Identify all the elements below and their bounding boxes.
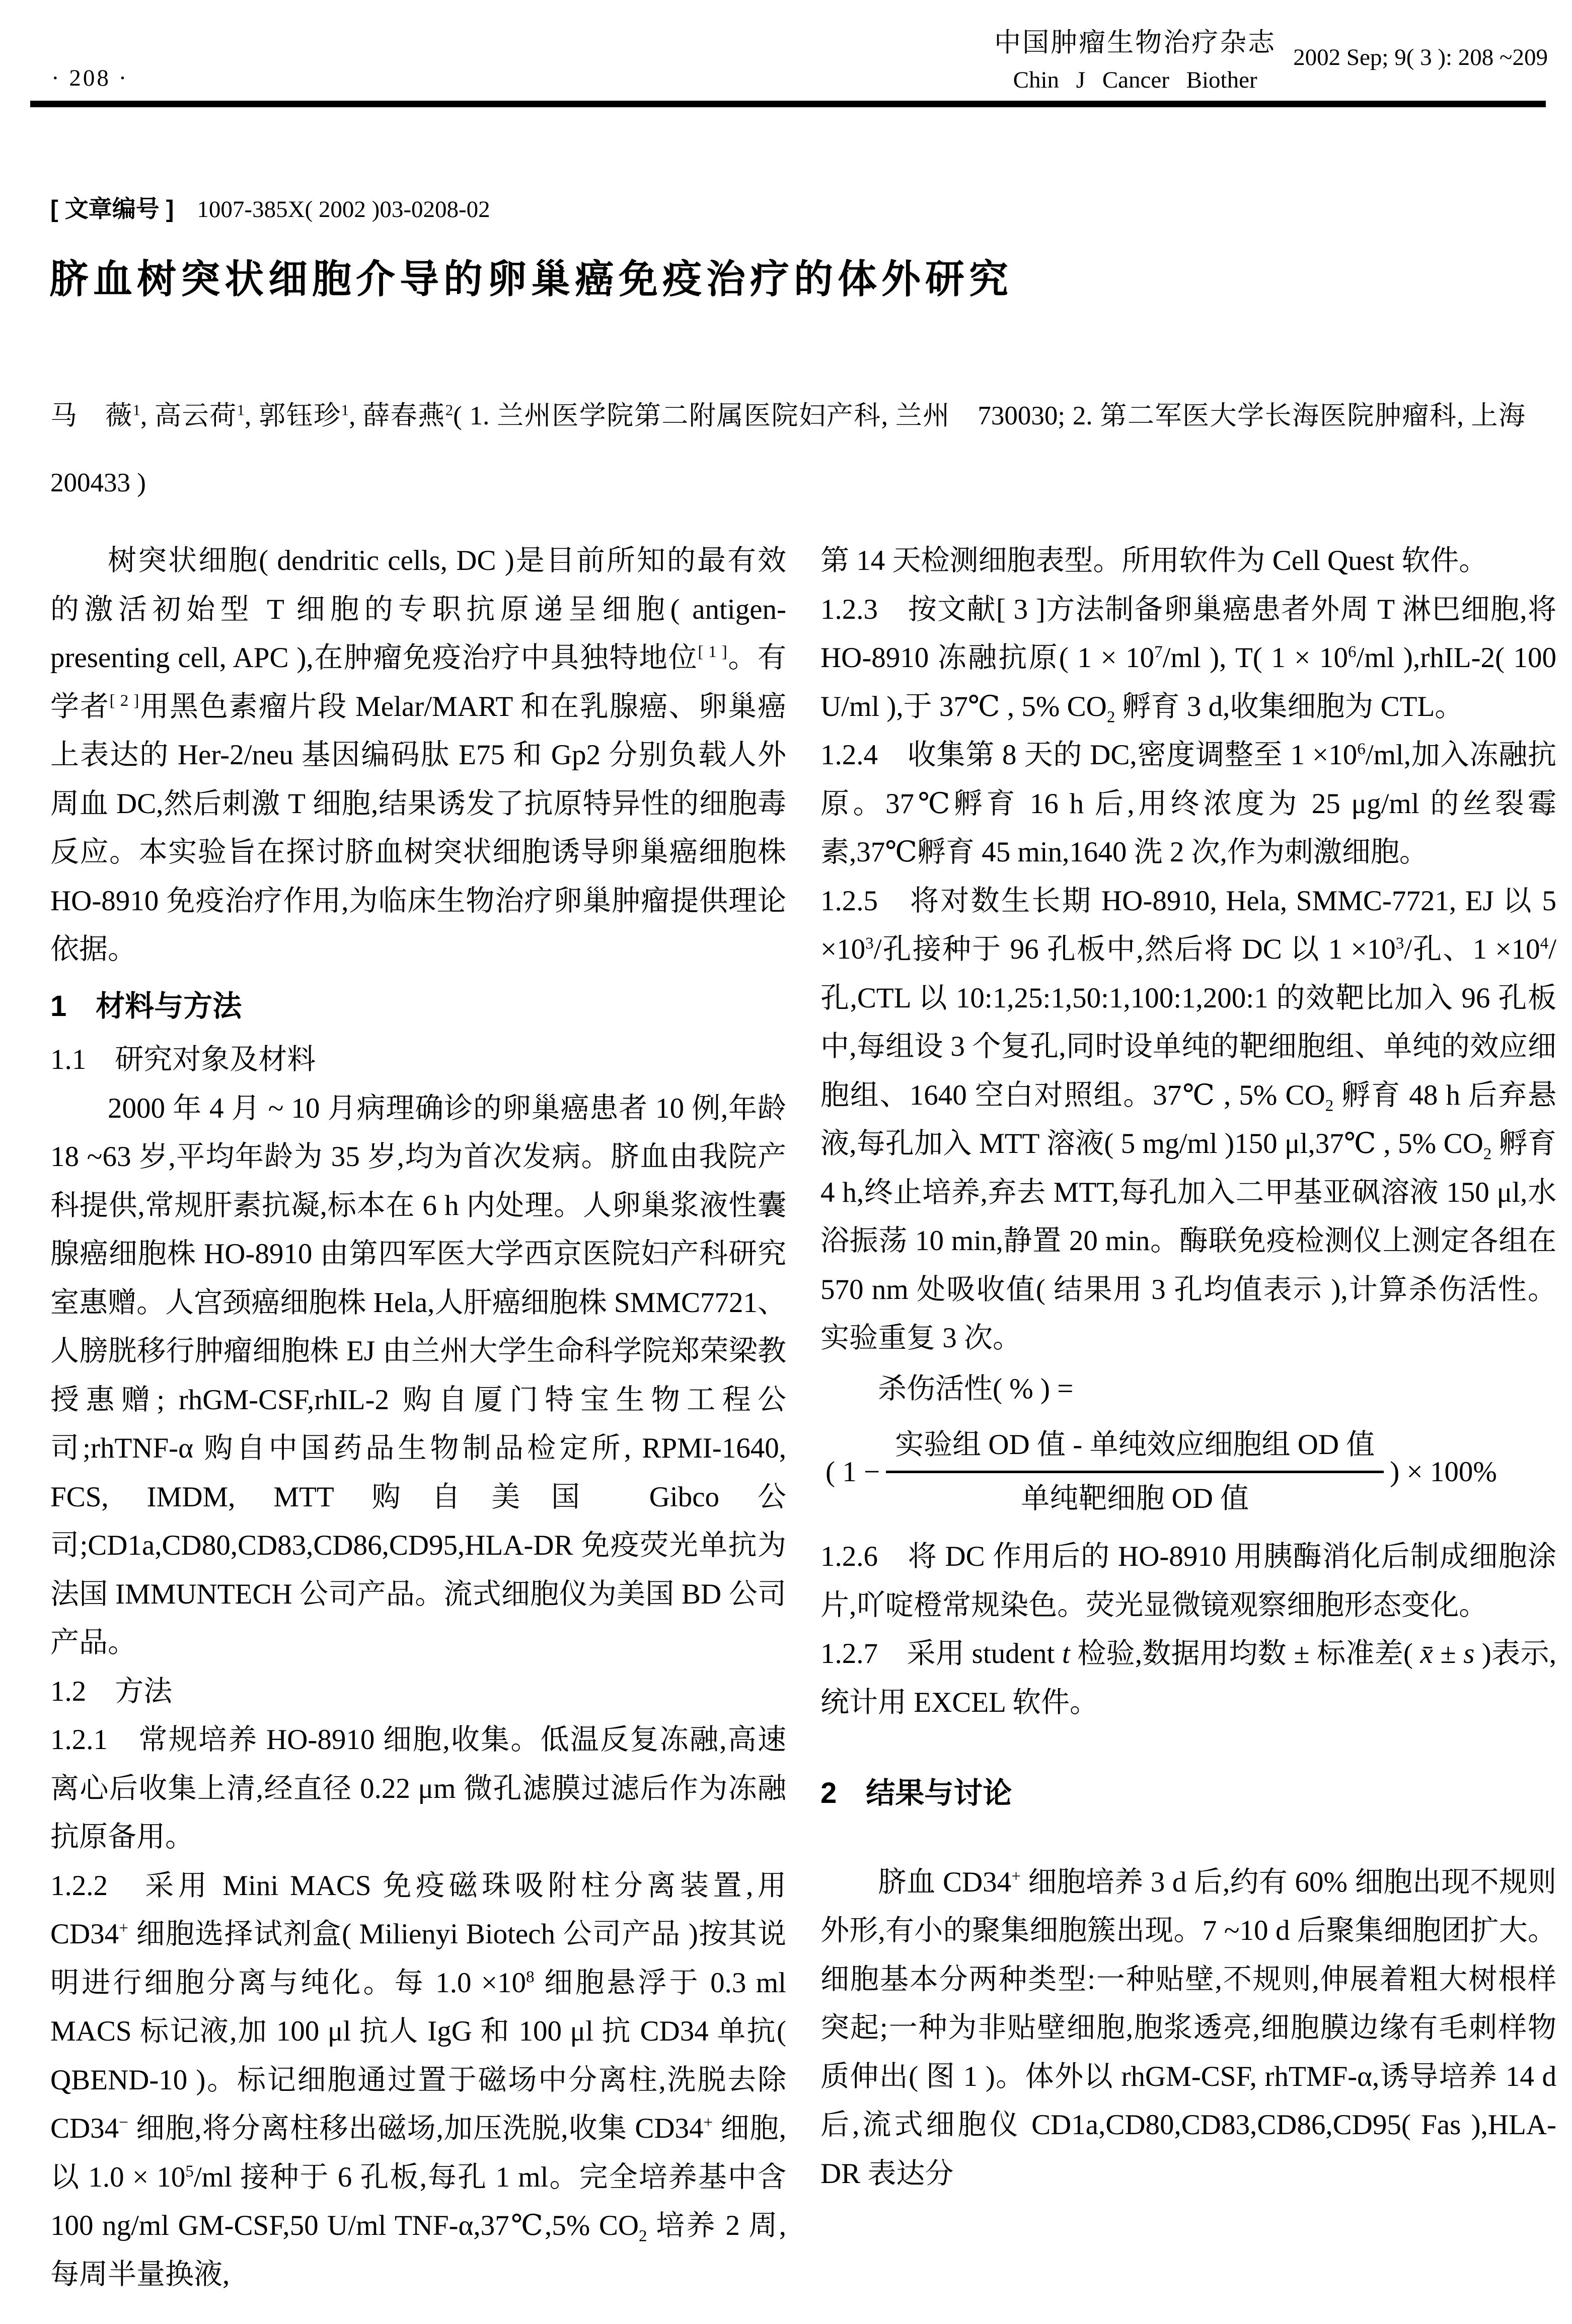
paragraph-introduction: 树突状细胞( dendritic cells, DC )是目前所知的最有效的激活初始型 T 细胞的专职抗原递呈细胞( antigen-presenting cell, APC ),在肿瘤免疫治疗中具独特地位[ 1 ]。有学者[ 2 ]用黑色素瘤片段 Melar/MART 和在乳腺癌、卵巢癌上表达的 Her-2/neu 基因编码肽 E75 和 Gp2 分别负载人外周血 DC,然后刺激 T 细胞,结果诱发了抗原特异性的细胞毒反应。本实验旨在探讨脐血树突状细胞诱导卵巢癌细胞株 HO-8910 免疫治疗作用,为临床生物治疗卵巢肿瘤提供理论依据。 — [50, 545, 786, 965]
paragraph-method-1-2-3: 1.2.3 按文献[ 3 ]方法制备卵巢癌患者外周 T 淋巴细胞,将 HO-8910 冻融抗原( $1 \times 10^7/ml$ ), T( $1 \times 10^6/ml$ ),rhIL-2( 100 U/ml ),于 37℃ , 5% $CO_2$ 孵育 3 d,收集细胞为 CTL。 — [820, 593, 1557, 726]
section-heading-materials-methods: 1 材料与方法 — [50, 989, 242, 1023]
journal-title-en: Chin J Cancer Biother — [1013, 67, 1257, 93]
paragraph-results: 脐血 CD34+ 细胞培养 3 d 后,约有 60% 细胞出现不规则外形,有小的聚集细胞簇出现。7 ~10 d 后聚集细胞团扩大。细胞基本分两种类型:一种贴壁,不规则,伸展着粗大树根样突起;一种为非贴壁细胞,胞浆透亮,细胞膜边缘有毛刺样物质伸出( 图 1 )。体外以 rhGM-CSF, rhTMF-α,诱导培养 14 d 后,流式细胞仪 CD1a,CD80,CD83,CD86,CD95( Fas ),HLA-DR 表达分 — [820, 1866, 1557, 2190]
journal-title-cn: 中国肿瘤生物治疗杂志 — [994, 28, 1277, 57]
formula-fraction — [886, 1426, 1384, 1517]
paragraph-method-1-2-4: 1.2.4 收集第 8 天的 DC,密度调整至 $1 \times 10^6/ml$,加入冻融抗原。37℃孵育 16 h 后,用终浓度为 25 μg/ml 的丝裂霉素,37℃孵育 45 min,1640 洗 2 次,作为刺激细胞。 — [820, 739, 1557, 868]
article-id-value: 1007-385X( 2002 )03-0208-02 — [197, 196, 490, 223]
left-column — [50, 537, 786, 2299]
formula-denominator: 单纯靶细胞 OD 值 — [1021, 1483, 1249, 1515]
paragraph-method-1-2-5: 1.2.5 将对数生长期 HO-8910, Hela, SMMC-7721, EJ 以 $5 \times 10^3/$孔接种于 96 孔板中,然后将 DC 以 $1 \times 10^3/$孔、$1 \times 10^4/$孔,CTL 以 10:1,25:1,50:1,100:1,200:1 的效靶比加入 96 孔板中,每组设 3 个复孔,同时设单纯的靶细胞组、单纯的效应细胞组、1640 空白对照组。37℃ , 5% $CO_2$ 孵育 48 h 后弃悬液,每孔加入 MTT 溶液( 5 mg/ml )150 μl,37℃ , 5% $CO_2$ 孵育 4 h,终止培养,弃去 MTT,每孔加入二甲基亚砜溶液 150 μl,水浴振荡 10 min,静置 20 min。酶联免疫检测仪上测定各组在 570 nm 处吸收值( 结果用 3 孔均值表示 ),计算杀伤活性。实验重复 3 次。 — [820, 885, 1557, 1354]
kill-rate-formula — [826, 1426, 1556, 1517]
authors-affiliations: 马 薇$^1$, 高云荷$^1$, 郭钰珍$^1$, 薛春燕$^2$( 1. 兰州医学院第二附属医院妇产科, 兰州 730030; 2. 第二军医大学长海医院肿瘤科, 上海 200433 ) — [50, 401, 1552, 497]
subsection-heading-1-2: 1.2 方法 — [50, 1675, 173, 1707]
paragraph-materials: 2000 年 4 月 ~ 10 月病理确诊的卵巢癌患者 10 例,年龄 18 ~63 岁,平均年龄为 35 岁,均为首次发病。脐血由我院产科提供,常规肝素抗凝,标本在 6 h 内处理。人卵巢浆液性囊腺癌细胞株 HO-8910 由第四军医大学西京医院妇产科研究室惠赠。人宫颈癌细胞株 Hela,人肝癌细胞株 SMMC7721、人膀胱移行肿瘤细胞株 EJ 由兰州大学生命科学院郑荣梁教授惠赠; rhGM-CSF,rhIL-2 购自厦门特宝生物工程公司;rhTNF-α 购自中国药品生物制品检定所, RPMI-1640, FCS, IMDM, MTT 购自美国 Gibco 公司;CD1a,CD80,CD83,CD86,CD95,HLA-DR 免疫荧光单抗为法国 IMMUNTECH 公司产品。流式细胞仪为美国 BD 公司产品。 — [50, 1092, 786, 1658]
article-id-line — [50, 190, 490, 224]
right-column — [820, 537, 1556, 2299]
paragraph-method-1-2-2-continued: 第 14 天检测细胞表型。所用软件为 Cell Quest 软件。 — [820, 545, 1488, 576]
paragraph-method-1-2-1: 1.2.1 常规培养 HO-8910 细胞,收集。低温反复冻融,高速离心后收集上清,经直径 0.22 μm 微孔滤膜过滤后作为冻融抗原备用。 — [50, 1724, 786, 1853]
issue-info: 2002 Sep; 9( 3 ): 208 ~209 — [1293, 44, 1548, 70]
header-rule — [30, 101, 1546, 107]
section-heading-results-discussion: 2 结果与讨论 — [820, 1777, 1012, 1810]
journal-titles — [994, 21, 1276, 94]
formula-lead-text: 杀伤活性( % ) = — [878, 1372, 1074, 1405]
article-title: 脐血树突状细胞介导的卵巢癌免疫治疗的体外研究 — [49, 257, 1013, 301]
formula-prefix: ( 1 − — [826, 1456, 880, 1488]
subsection-heading-1-1: 1.1 研究对象及材料 — [50, 1044, 316, 1075]
formula-numerator: 实验组 OD 值 - 单纯效应细胞组 OD 值 — [886, 1426, 1384, 1473]
page-number: · 208 · — [51, 65, 129, 91]
body-columns — [50, 537, 1556, 2299]
article-id-label: [ 文章编号 ] — [50, 195, 174, 222]
paragraph-method-1-2-6: 1.2.6 将 DC 作用后的 HO-8910 用胰酶消化后制成细胞涂片,吖啶橙常规染色。荧光显微镜观察细胞形态变化。 — [820, 1541, 1556, 1621]
paragraph-method-1-2-7: 1.2.7 采用 student t 检验,数据用均数 ± 标准差( x̄ ± s )表示,统计用 EXCEL 软件。 — [820, 1638, 1556, 1718]
journal-masthead — [994, 21, 1548, 94]
paragraph-method-1-2-2: 1.2.2 采用 Mini MACS 免疫磁珠吸附柱分离装置,用 CD34+ 细胞选择试剂盒( Milienyi Biotech 公司产品 )按其说明进行细胞分离与纯化。每 $1.0 \times 10^8$ 细胞悬浮于 0.3 ml MACS 标记液,加 100 μl 抗人 IgG 和 100 μl 抗 CD34 单抗( QBEND-10 )。标记细胞通过置于磁场中分离柱,洗脱去除 CD34− 细胞,将分离柱移出磁场,加压洗脱,收集 CD34+ 细胞,以 $1.0 \times 10^5/ml$ 接种于 6 孔板,每孔 1 ml。完全培养基中含 100 ng/ml GM-CSF,50 U/ml TNF-α,37℃,5% $CO_2$ 培养 2 周,每周半量换液, — [50, 1869, 787, 2290]
formula-suffix: ) × 100% — [1390, 1456, 1497, 1488]
